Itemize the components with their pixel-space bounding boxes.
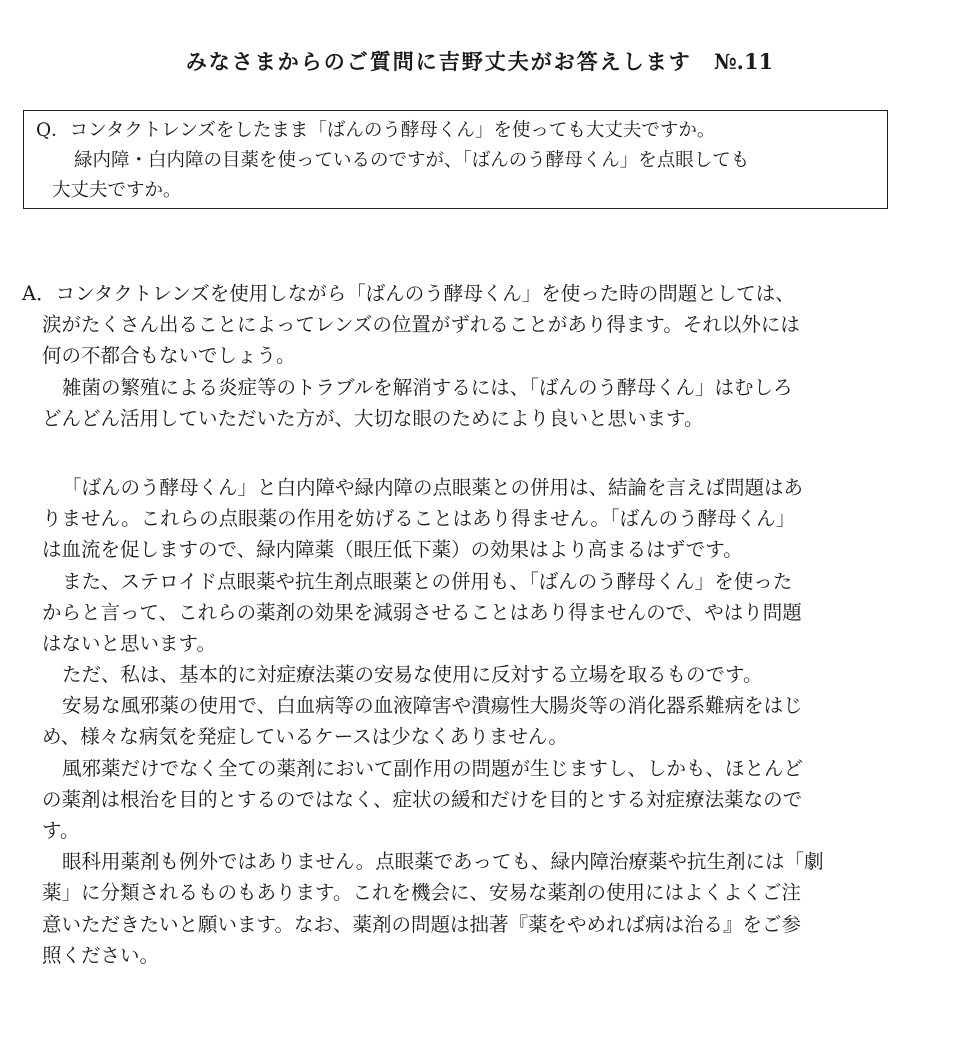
answer-body: [22, 278, 902, 971]
question-line: 大丈夫ですか。: [52, 180, 182, 201]
answer-line: 涙がたくさん出ることによってレンズの位置がずれることがあり得ます。それ以外には: [42, 313, 800, 337]
answer-line: の薬剤は根治を目的とするのではなく、症状の緩和だけを目的とする対症療法薬なので: [42, 787, 803, 811]
answer-line: また、ステロイド点眼薬や抗生剤点眼薬との併用も、「ばんのう酵母くん」を使った: [62, 569, 793, 593]
answer-line: A．コンタクトレンズを使用しながら「ばんのう酵母くん」を使った時の問題としては、: [22, 282, 795, 305]
question-box: [23, 110, 888, 209]
question-line: Q．コンタクトレンズをしたまま「ばんのう酵母くん」を使っても大丈夫ですか。: [36, 120, 716, 141]
answer-line: 雑菌の繁殖による炎症等のトラブルを解消するには、「ばんのう酵母くん」はむしろ: [62, 375, 793, 399]
answer-line: りません。これらの点眼薬の作用を妨げることはあり得ません。「ばんのう酵母くん」: [42, 507, 796, 531]
answer-line: 安易な風邪薬の使用で、白血病等の血液障害や潰瘍性大腸炎等の消化器系難病をはじ: [62, 694, 803, 718]
answer-line: 眼科用薬剤も例外ではありません。点眼薬であっても、緑内障治療薬や抗生剤には「劇: [62, 850, 824, 874]
answer-line: は血流を促しますので、緑内障薬（眼圧低下薬）の効果はより高まるはずです。: [42, 538, 743, 562]
answer-line: からと言って、これらの薬剤の効果を減弱させることはあり得ませんので、やはり問題: [42, 600, 802, 624]
issue-number: №.11: [713, 49, 774, 74]
answer-line: 薬」に分類されるものもあります。これを機会に、安易な薬剤の使用にはよくよくご注: [42, 881, 801, 905]
answer-line: はないと思います。: [42, 631, 216, 655]
page-title-text: みなさまからのご質問に吉野丈夫がお答えします: [185, 49, 692, 74]
answer-line: 意いただきたいと願います。なお、薬剤の問題は拙著『薬をやめれば病は治る』をご参: [42, 912, 801, 936]
answer-line: す。: [42, 819, 80, 842]
question-line: 緑内障・白内障の目薬を使っているのですが、「ばんのう酵母くん」を点眼しても: [74, 150, 750, 171]
page-title: [0, 46, 959, 76]
answer-line: どんどん活用していただいた方が、大切な眼のためにより良いと思います。: [42, 406, 704, 430]
answer-line: ただ、私は、基本的に対症療法薬の安易な使用に反対する立場を取るものです。: [62, 663, 763, 687]
answer-line: 風邪薬だけでなく全ての薬剤において副作用の問題が生じますし、しかも、ほとんど: [62, 756, 804, 780]
answer-line: 何の不都合もないでしょう。: [42, 344, 296, 368]
answer-line: め、様々な病気を発症しているケースは少なくありません。: [42, 725, 568, 749]
answer-line: 「ばんのう酵母くん」と白内障や緑内障の点眼薬との併用は、結論を言えば問題はあ: [62, 475, 804, 499]
answer-line: 照ください。: [42, 943, 160, 967]
paragraph-gap: [22, 434, 902, 472]
